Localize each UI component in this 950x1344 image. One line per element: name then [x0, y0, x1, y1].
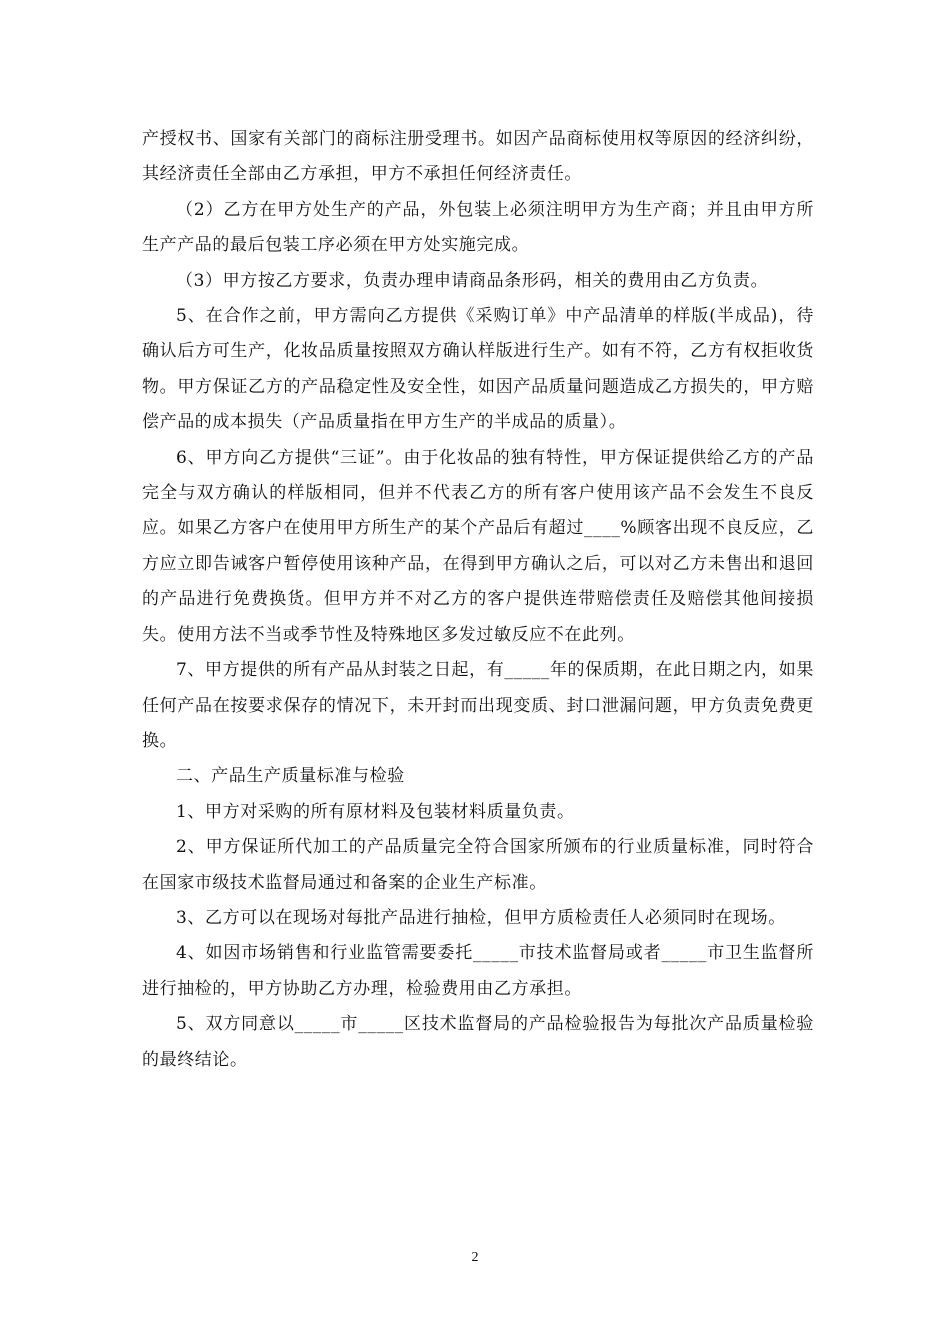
page-number: 2 — [471, 1250, 479, 1265]
paragraph-item-7: 7、甲方提供的所有产品从封装之日起，有_____年的保质期，在此日期之内，如果任何产品在按要求保存的情况下，未开封而出现变质、封口泄漏问题，甲方负责免费更换。 — [142, 660, 814, 751]
paragraph-item-5: 5、在合作之前，甲方需向乙方提供《采购订单》中产品清单的样版(半成品)，待确认后方可生产，化妆品质量按照双方确认样版进行生产。如有不符，乙方有权拒收货物。甲方保证乙方的产品稳定性及安全性，如因产品质量问题造成乙方损失的，甲方赔偿产品的成本损失（产品质量指在甲方生产的半成品的质量）。 — [142, 306, 814, 433]
paragraph-clause-2: （2）乙方在甲方处生产的产品，外包装上必须注明甲方为生产商；并且由甲方所生产产品的最后包装工序必须在甲方处实施完成。 — [142, 199, 814, 256]
paragraph-clause-3: （3）甲方按乙方要求，负责办理申请商品条形码，相关的费用由乙方负责。 — [176, 270, 769, 291]
paragraph-quality-5: 5、双方同意以_____市_____区技术监督局的产品检验报告为每批次产品质量检验的最终结论。 — [142, 1014, 814, 1070]
paragraph-quality-4: 4、如因市场销售和行业监管需要委托_____市技术监督局或者_____市卫生监督所进行抽检的，甲方协助乙方办理，检验费用由乙方承担。 — [142, 943, 814, 999]
paragraph-quality-3: 3、乙方可以在现场对每批产品进行抽检，但甲方质检责任人必须同时在现场。 — [176, 907, 786, 928]
paragraph-item-6: 6、甲方向乙方提供“三证”。由于化妆品的独有特性，甲方保证提供给乙方的产品完全与双方确认的样版相同，但并不代表乙方的所有客户使用该产品不会发生不良反应。如果乙方客户在使用甲方所生产的某个产品后有超过____%顾客出现不良反应，乙方应立即告诫客户暂停使用该种产品，在得到甲方确认之后，可以对乙方未售出和退回的产品进行免费换货。但甲方并不对乙方的客户提供连带赔偿责任及赔偿其他间接损失。使用方法不当或季节性及特殊地区多发过敏反应不在此列。 — [142, 447, 814, 645]
paragraph-continuation: 产授权书、国家有关部门的商标注册受理书。如因产品商标使用权等原因的经济纠纷，其经济责任全部由乙方承担，甲方不承担任何经济责任。 — [142, 129, 814, 185]
paragraph-quality-1: 1、甲方对采购的所有原材料及包装材料质量负责。 — [176, 801, 575, 822]
document-body — [142, 122, 814, 1078]
section-heading-quality: 二、产品生产质量标准与检验 — [176, 766, 405, 787]
paragraph-quality-2: 2、甲方保证所代加工的产品质量完全符合国家所颁布的行业质量标准，同时符合在国家市级技术监督局通过和备案的企业生产标准。 — [142, 837, 814, 893]
